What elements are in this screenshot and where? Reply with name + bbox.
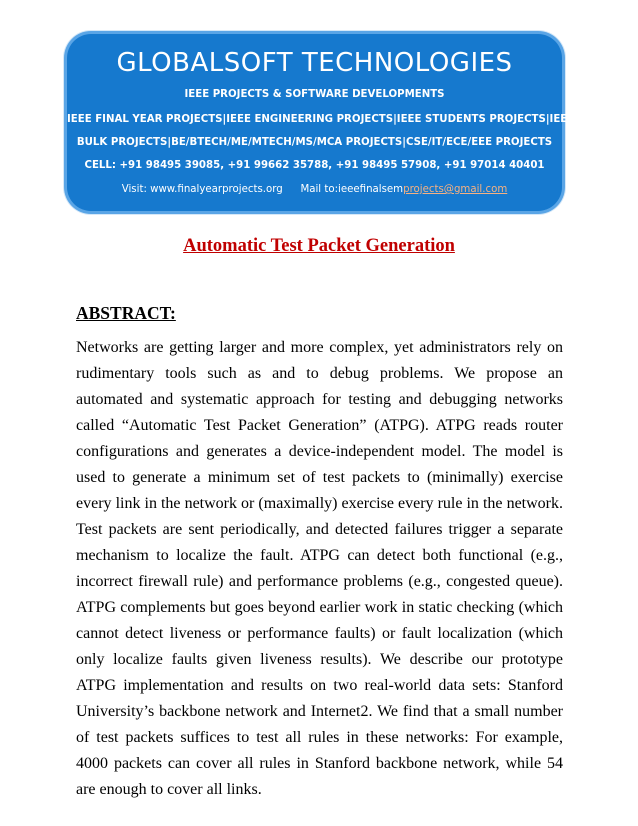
document-title: Automatic Test Packet Generation	[183, 236, 455, 256]
contact-line	[67, 184, 562, 195]
abstract-heading: ABSTRACT:	[76, 303, 176, 323]
phone-numbers: CELL: +91 98495 39085, +91 99662 35788, +91 98495 57908, +91 97014 40401	[84, 160, 545, 171]
projects-line-2: BULK PROJECTS|BE/BTECH/ME/MTECH/MS/MCA PROJECTS|CSE/IT/ECE/EEE PROJECTS	[76, 137, 553, 148]
company-name: GLOBALSOFT TECHNOLOGIES	[116, 48, 513, 78]
tagline: IEEE PROJECTS & SOFTWARE DEVELOPMENTS	[184, 89, 445, 100]
mail-label: Mail to:ieeefinalsem	[300, 184, 404, 195]
header-banner	[67, 34, 575, 211]
website-text: Visit: www.finalyearprojects.org	[121, 184, 283, 195]
projects-line-1: IEEE FINAL YEAR PROJECTS|IEEE ENGINEERING PROJECTS|IEEE STUDENTS PROJECTS|IEEE	[67, 114, 575, 125]
abstract-paragraph: Networks are getting larger and more complex, yet administrators rely on rudimentary tools such as and to debug problems. We propose an automated and systematic approach for testing and debugging networks called “Automatic Test Packet Generation” (ATPG). ATPG reads router configurations and generates a device-independent model. The model is used to generate a minimum set of test packets to (minimally) exercise every link in the network or (maximally) exercise every rule in the network. Test packets are sent periodically, and detected failures trigger a separate mechanism to localize the fault. ATPG can detect both functional (e.g., incorrect firewall rule) and performance problems (e.g., congested queue). ATPG complements but goes beyond earlier work in static checking (which cannot detect liveness or performance faults) or fault localization (which only localize faults given liveness results). We describe our prototype ATPG implementation and results on two real-world data sets: Stanford University’s backbone network and Internet2. We find that a small number of test packets suffices to test all rules in these networks: For example, 4000 packets can cover all rules in Stanford backbone network, while 54 are enough to cover all links.	[76, 339, 563, 798]
email-link[interactable]: projects@gmail.com	[403, 184, 508, 195]
